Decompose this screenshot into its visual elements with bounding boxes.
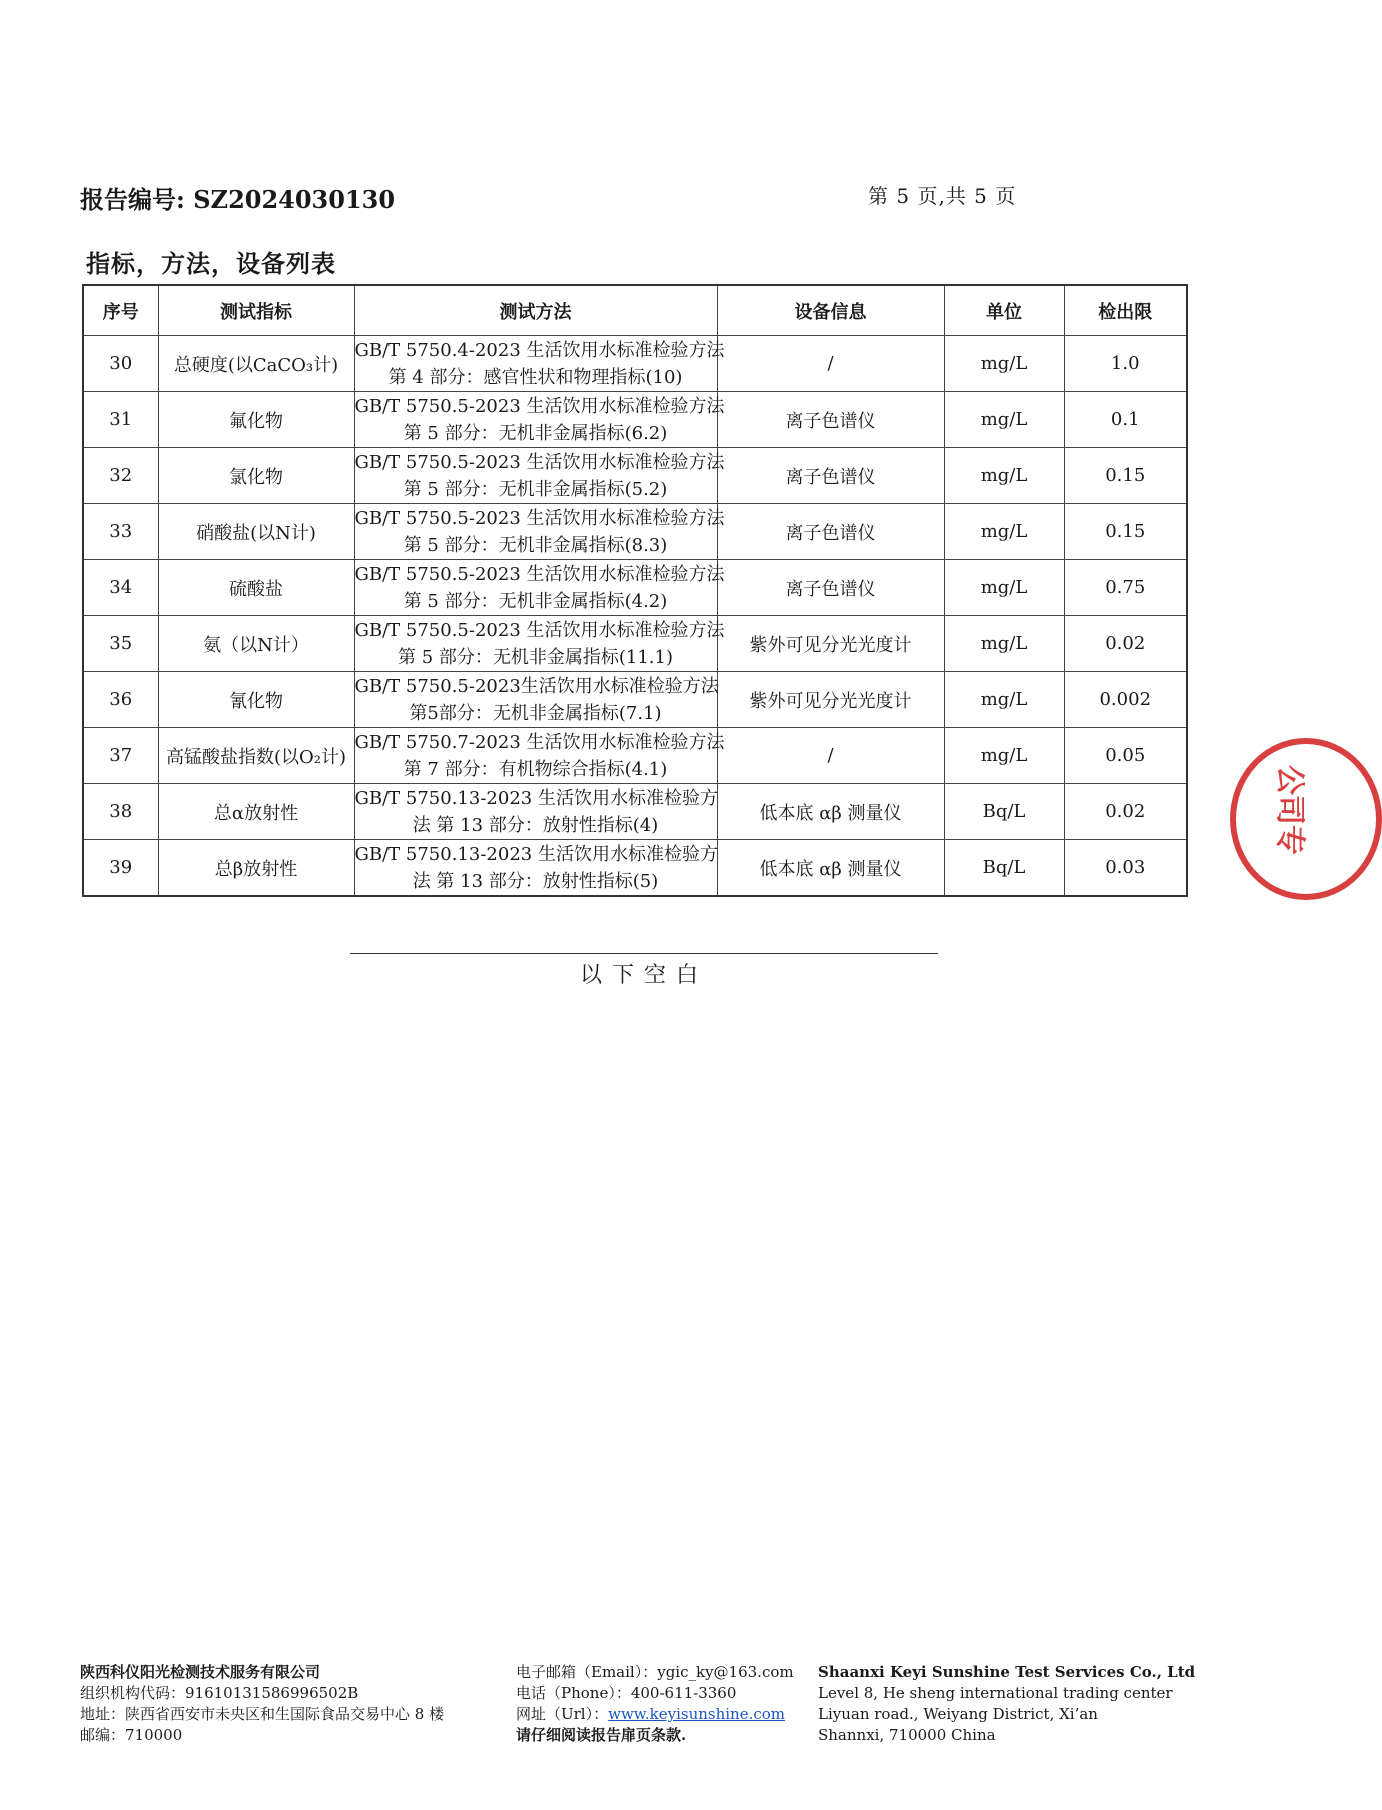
cell-equipment: /	[717, 336, 944, 392]
header-method: 测试方法	[354, 285, 717, 336]
cell-unit: mg/L	[944, 448, 1064, 504]
cell-equipment: 离子色谱仪	[717, 448, 944, 504]
method-line-2: 法 第 13 部分：放射性指标(4)	[412, 814, 659, 836]
cell-no: 31	[83, 392, 158, 448]
cell-limit: 0.002	[1064, 672, 1187, 728]
cell-method	[354, 672, 717, 728]
cell-method	[354, 392, 725, 448]
website-link[interactable]: www.keyisunshine.com	[608, 1705, 786, 1723]
method-line-1: GB/T 5750.5-2023 生活饮用水标准检验方法	[354, 395, 725, 417]
table-row	[83, 336, 1187, 392]
cell-limit: 0.03	[1064, 840, 1187, 897]
table-row	[83, 840, 1187, 897]
cell-unit: mg/L	[944, 504, 1064, 560]
cell-no: 30	[83, 336, 158, 392]
blank-below-note: 以下空白	[579, 963, 708, 988]
url-label: 网址（Url）：	[516, 1705, 609, 1723]
company-seal	[1230, 738, 1382, 900]
header-limit: 检出限	[1064, 285, 1187, 336]
cell-no: 39	[83, 840, 158, 897]
cell-no: 32	[83, 448, 158, 504]
cell-unit: Bq/L	[944, 784, 1064, 840]
method-line-2: 法 第 13 部分：放射性指标(5)	[412, 870, 659, 892]
cell-equipment: 离子色谱仪	[717, 560, 944, 616]
footer-english-info	[818, 1662, 1195, 1746]
notice-text: 请仔细阅读报告扉页条款.	[516, 1726, 687, 1744]
blank-divider	[350, 953, 938, 954]
table-row	[83, 560, 1187, 616]
org-code: 组织机构代码：91610131586996502B	[80, 1684, 359, 1702]
url-line	[516, 1704, 794, 1725]
cell-equipment: 紫外可见分光光度计	[717, 672, 944, 728]
section-title: 指标，方法，设备列表	[86, 249, 336, 278]
address-en-line-3: Shannxi, 710000 China	[818, 1726, 996, 1744]
address-en-line-1: Level 8, He sheng international trading center	[818, 1684, 1173, 1702]
cell-indicator: 总β放射性	[158, 840, 354, 897]
company-name-en: Shaanxi Keyi Sunshine Test Services Co., Ltd	[818, 1663, 1196, 1681]
cell-unit: mg/L	[944, 616, 1064, 672]
header-indicator: 测试指标	[158, 285, 354, 336]
cell-no: 35	[83, 616, 158, 672]
page-indicator: 第 5 页,共 5 页	[868, 184, 1017, 208]
cell-indicator: 总硬度(以CaCO₃计)	[158, 336, 354, 392]
cell-indicator: 氰化物	[158, 672, 354, 728]
method-line-1: GB/T 5750.5-2023生活饮用水标准检验方法	[354, 675, 719, 697]
address-en-line-2: Liyuan road., Weiyang District, Xi’an	[818, 1705, 1098, 1723]
table-header-row	[83, 285, 1187, 336]
email-line	[516, 1662, 794, 1683]
cell-method	[354, 560, 725, 616]
cell-indicator: 氨（以N计）	[158, 616, 354, 672]
method-line-2: 第 7 部分：有机物综合指标(4.1)	[403, 758, 668, 780]
table-row	[83, 672, 1187, 728]
cell-method	[354, 784, 717, 840]
cell-indicator: 硝酸盐(以N计)	[158, 504, 354, 560]
table-row	[83, 616, 1187, 672]
cell-limit: 0.02	[1064, 784, 1187, 840]
method-line-1: GB/T 5750.5-2023 生活饮用水标准检验方法	[354, 563, 725, 585]
cell-equipment: 离子色谱仪	[717, 392, 944, 448]
postcode: 邮编：710000	[80, 1726, 183, 1744]
method-line-2: 第 4 部分：感官性状和物理指标(10)	[388, 366, 683, 388]
method-line-1: GB/T 5750.4-2023 生活饮用水标准检验方法	[354, 339, 725, 361]
cell-method	[354, 448, 725, 504]
cell-equipment: 低本底 αβ 测量仪	[717, 840, 944, 897]
cell-no: 36	[83, 672, 158, 728]
cell-method	[354, 616, 725, 672]
phone-line: 电话（Phone）：400-611-3360	[516, 1684, 737, 1702]
cell-equipment: 紫外可见分光光度计	[717, 616, 944, 672]
table-row	[83, 392, 1187, 448]
table-row	[83, 784, 1187, 840]
cell-no: 37	[83, 728, 158, 784]
method-line-2: 第 5 部分：无机非金属指标(8.3)	[403, 534, 668, 556]
cell-equipment: 离子色谱仪	[717, 504, 944, 560]
address-cn: 地址：陕西省西安市未央区和生国际食品交易中心 8 楼	[80, 1705, 445, 1723]
method-line-2: 第5部分：无机非金属指标(7.1)	[409, 702, 662, 724]
cell-unit: mg/L	[944, 392, 1064, 448]
cell-method	[354, 336, 725, 392]
header-no: 序号	[83, 285, 158, 336]
cell-no: 33	[83, 504, 158, 560]
cell-limit: 0.1	[1064, 392, 1187, 448]
header-unit: 单位	[944, 285, 1064, 336]
cell-limit: 1.0	[1064, 336, 1187, 392]
cell-indicator: 总α放射性	[158, 784, 354, 840]
email-label: 电子邮箱（Email）：	[516, 1663, 658, 1681]
cell-unit: mg/L	[944, 560, 1064, 616]
report-number: 报告编号: SZ2024030130	[80, 185, 396, 214]
indicator-method-table	[82, 284, 1188, 897]
cell-limit: 0.02	[1064, 616, 1187, 672]
header-equipment: 设备信息	[717, 285, 944, 336]
cell-unit: Bq/L	[944, 840, 1064, 897]
method-line-1: GB/T 5750.5-2023 生活饮用水标准检验方法	[354, 507, 725, 529]
cell-method	[354, 840, 717, 897]
cell-method	[354, 504, 725, 560]
footer-contact-info	[516, 1662, 794, 1746]
cell-unit: mg/L	[944, 728, 1064, 784]
method-line-1: GB/T 5750.13-2023 生活饮用水标准检验方	[354, 843, 718, 865]
cell-indicator: 氟化物	[158, 392, 354, 448]
method-line-1: GB/T 5750.13-2023 生活饮用水标准检验方	[354, 787, 718, 809]
cell-no: 34	[83, 560, 158, 616]
cell-limit: 0.15	[1064, 448, 1187, 504]
cell-indicator: 高锰酸盐指数(以O₂计)	[158, 728, 354, 784]
cell-indicator: 硫酸盐	[158, 560, 354, 616]
table-row	[83, 728, 1187, 784]
cell-equipment: 低本底 αβ 测量仪	[717, 784, 944, 840]
cell-indicator: 氯化物	[158, 448, 354, 504]
method-line-1: GB/T 5750.5-2023 生活饮用水标准检验方法	[354, 451, 725, 473]
email-value: ygic_ky@163.com	[657, 1663, 794, 1681]
method-line-2: 第 5 部分：无机非金属指标(4.2)	[403, 590, 668, 612]
cell-unit: mg/L	[944, 672, 1064, 728]
method-line-2: 第 5 部分：无机非金属指标(11.1)	[397, 646, 674, 668]
method-line-1: GB/T 5750.7-2023 生活饮用水标准检验方法	[354, 731, 725, 753]
cell-limit: 0.75	[1064, 560, 1187, 616]
company-name-cn: 陕西科仪阳光检测技术服务有限公司	[80, 1663, 321, 1681]
table-row	[83, 448, 1187, 504]
cell-method	[354, 728, 725, 784]
method-line-2: 第 5 部分：无机非金属指标(5.2)	[403, 478, 668, 500]
cell-limit: 0.05	[1064, 728, 1187, 784]
table-row	[83, 504, 1187, 560]
method-line-2: 第 5 部分：无机非金属指标(6.2)	[403, 422, 668, 444]
method-line-1: GB/T 5750.5-2023 生活饮用水标准检验方法	[354, 619, 725, 641]
cell-no: 38	[83, 784, 158, 840]
seal-text: 公司专	[1272, 765, 1307, 855]
cell-limit: 0.15	[1064, 504, 1187, 560]
cell-unit: mg/L	[944, 336, 1064, 392]
cell-equipment: /	[717, 728, 944, 784]
footer-company-info	[80, 1662, 444, 1746]
